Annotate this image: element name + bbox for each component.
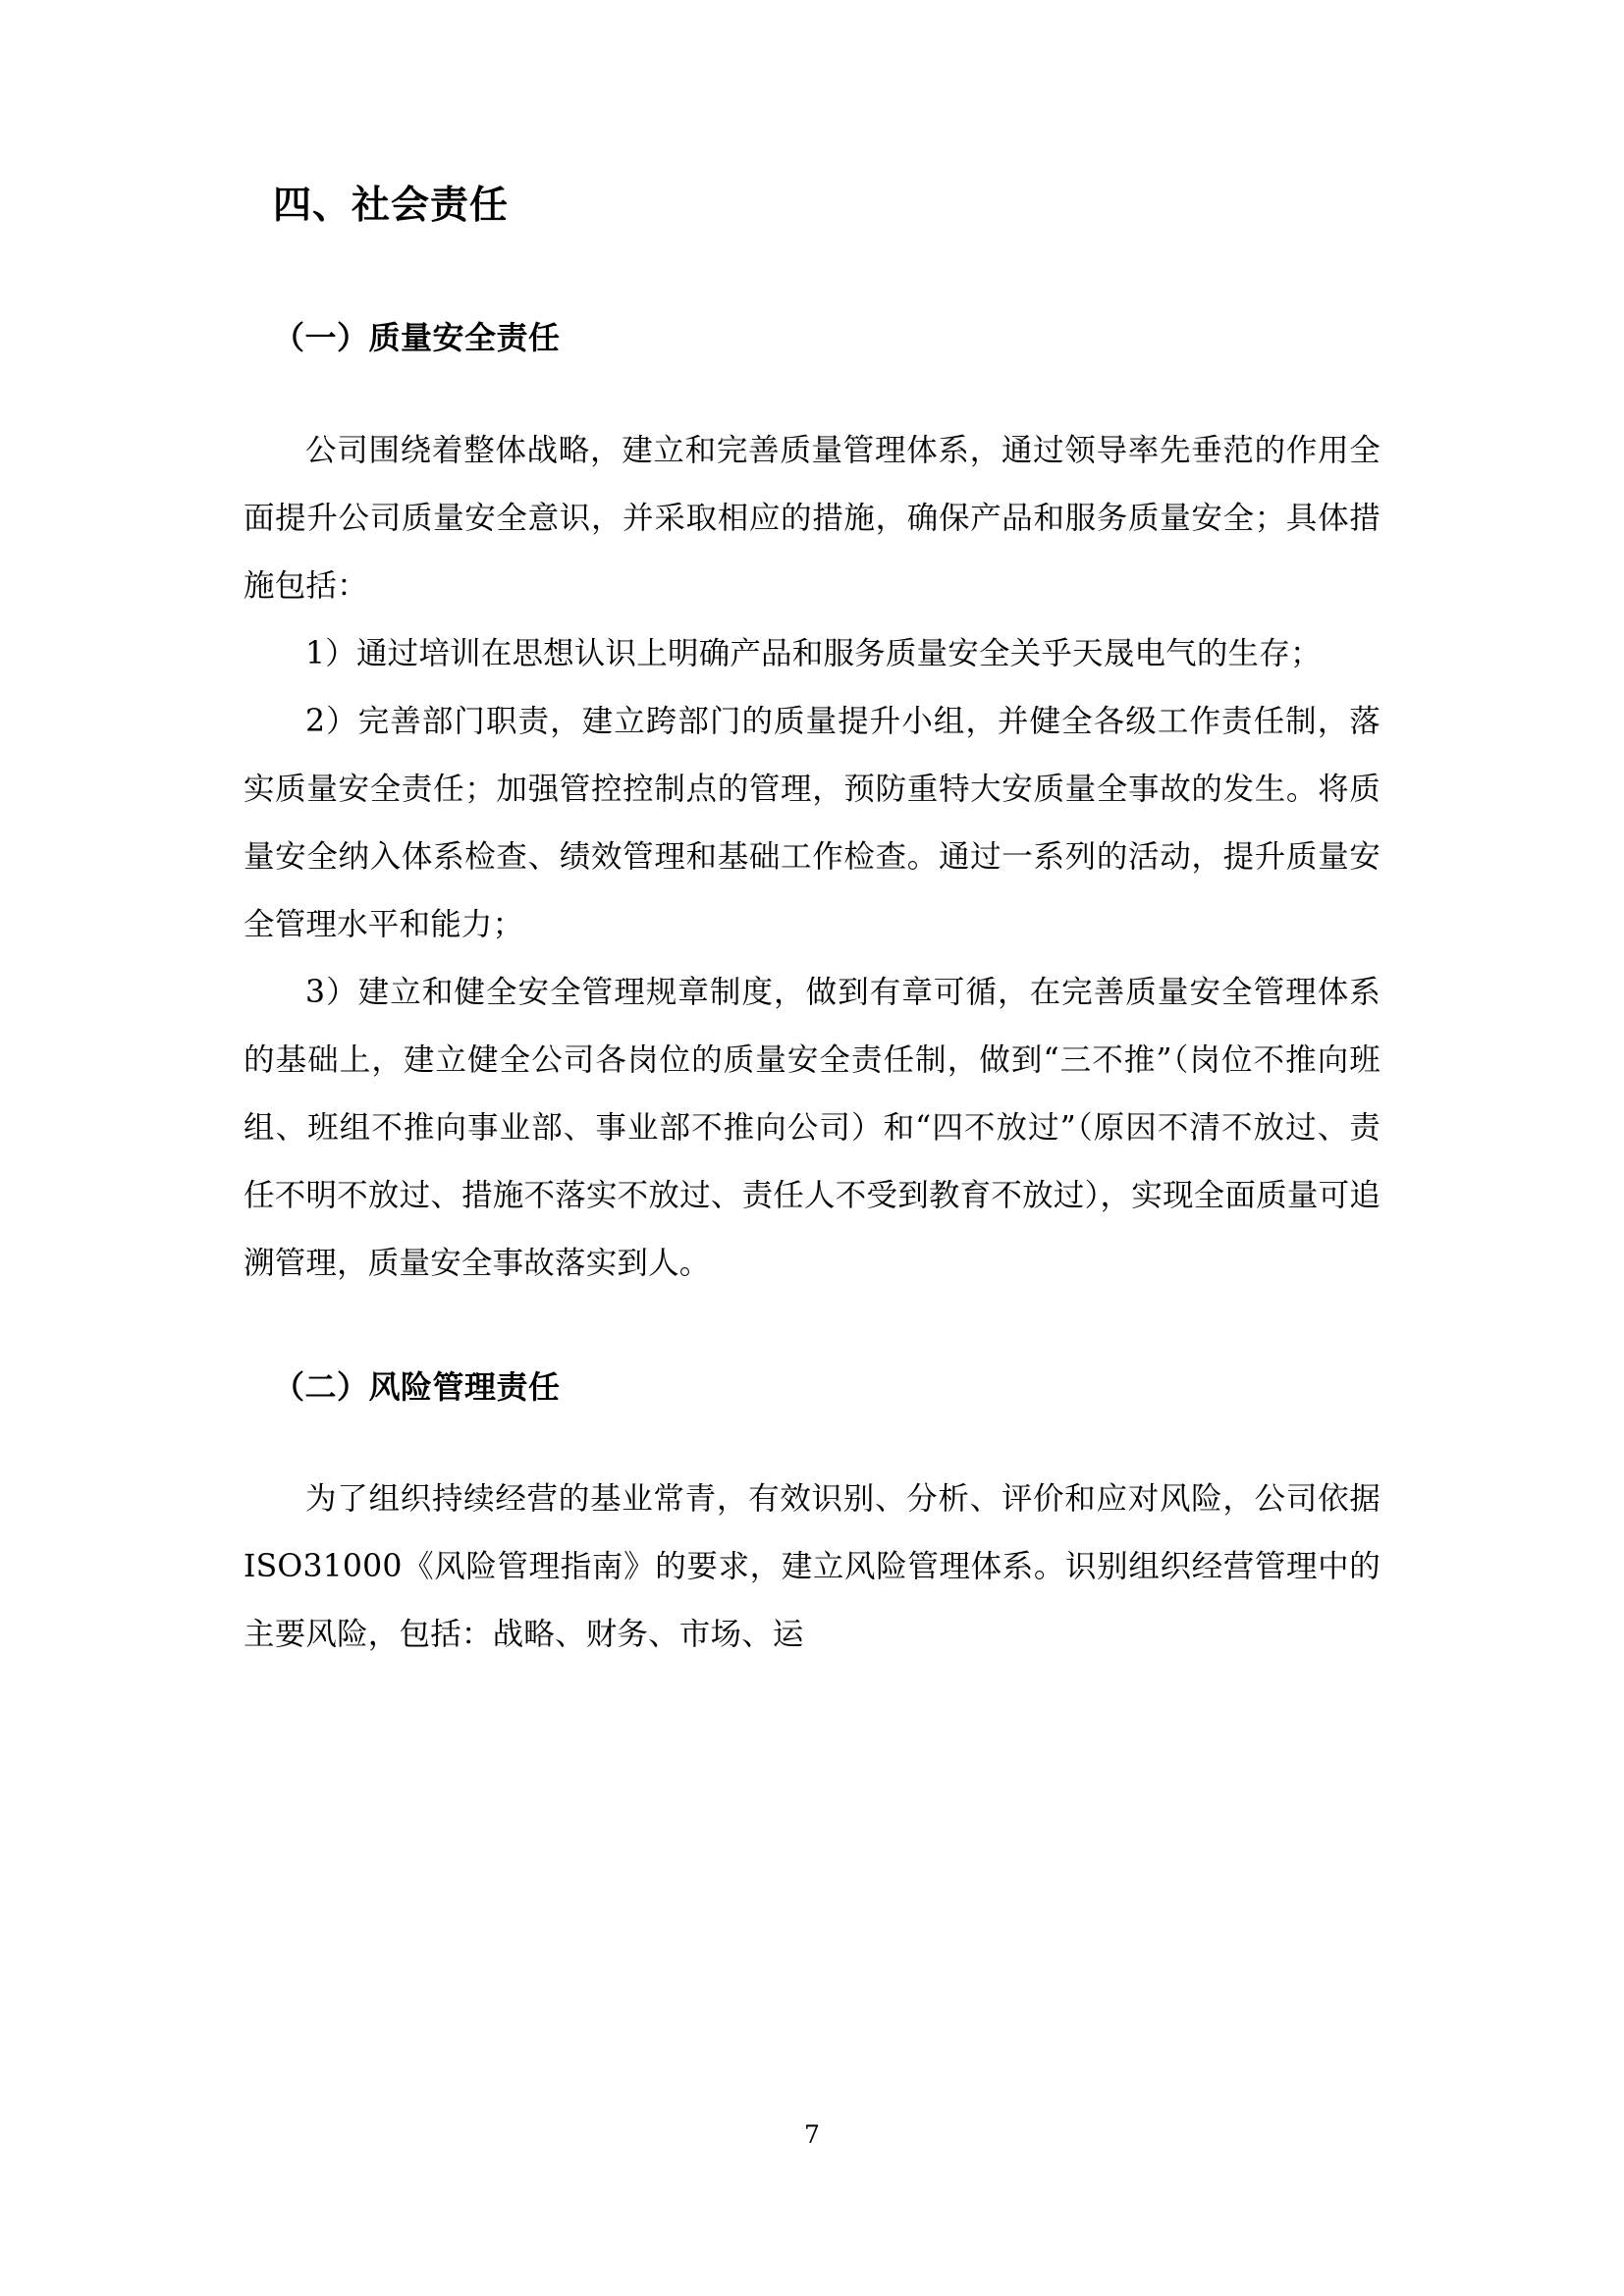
list-item: 3）建立和健全安全管理规章制度，做到有章可循，在完善质量安全管理体系的基础上，建立健全公司各岗位的质量安全责任制，做到“三不推”（岗位不推向班组、班组不推向事业部、事业部不推向公司）和“四不放过”（原因不清不放过、责任不明不放过、措施不落实不放过、责任人不受到教育不放过），实现全面质量可追溯管理，质量安全事故落实到人。: [244, 975, 1380, 1282]
paragraph-risk-management: 为了组织持续经营的基业常青，有效识别、分析、评价和应对风险，公司依据 ISO31000《风险管理指南》的要求，建立风险管理体系。识别组织经营管理中的主要风险，包括：战略、财务、市场、运: [244, 1480, 1380, 1652]
spacer: [244, 356, 1380, 417]
page-number: 7: [804, 2120, 820, 2149]
page-content: [244, 183, 1380, 1669]
spacer: [244, 229, 1380, 319]
spacer: [244, 1298, 1380, 1368]
subsection-heading-two: （二）风险管理责任: [273, 1368, 561, 1407]
list-item: 1）通过培训在思想认识上明确产品和服务质量安全关乎天晟电气的生存；: [305, 636, 1322, 672]
spacer: [244, 1407, 1380, 1466]
paragraph-intro: 公司围绕着整体战略，建立和完善质量管理体系，通过领导率先垂范的作用全面提升公司质量安全意识，并采取相应的措施，确保产品和服务质量安全；具体措施包括：: [244, 433, 1380, 605]
page-title: 四、社会责任: [273, 183, 510, 228]
subsection-heading-one: （一）质量安全责任: [273, 318, 561, 356]
list-item: 2）完善部门职责，建立跨部门的质量提升小组，并健全各级工作责任制，落实质量安全责任；加强管控控制点的管理，预防重特大安质量全事故的发生。将质量安全纳入体系检查、绩效管理和基础工作检查。通过一系列的活动，提升质量安全管理水平和能力；: [244, 704, 1380, 943]
